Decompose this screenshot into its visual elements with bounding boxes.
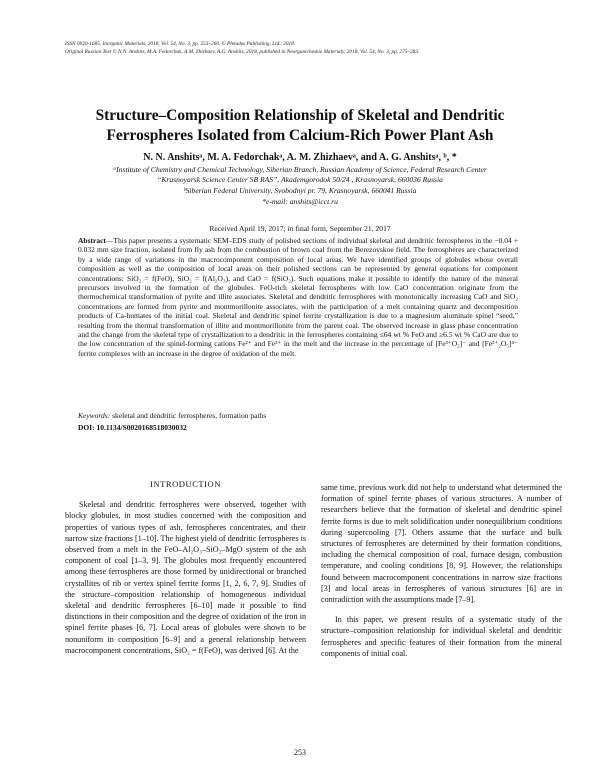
affiliation-a-line1: ᵃInstitute of Chemistry and Chemical Technology, Siberian Branch, Russian Academy of Science, Federal Research Center xyxy=(113,165,487,174)
page-number: 253 xyxy=(294,748,306,757)
section-heading-introduction: INTRODUCTION xyxy=(150,479,221,489)
received-dates: Received April 19, 2017; in final form, September 21, 2017 xyxy=(209,224,391,233)
title-line1: Structure–Composition Relationship of Skeletal and Dendritic xyxy=(95,107,505,124)
doi xyxy=(78,423,518,433)
affiliation-a-line2: “Krasnoyarsk Science Center SB RAS”, Akademgorodok 50/24 , Krasnoyarsk, 660036 Russia xyxy=(157,175,443,184)
corresponding-email: *e-mail: anshits@icct.ru xyxy=(262,197,338,206)
author-list: N. N. Anshitsᵃ, M. A. Fedorchakᵃ, A. M. Zhizhaevᵃ, and A. G. Anshitsᵃ, ᵇ, * xyxy=(143,152,457,163)
title-line2: Ferrospheres Isolated from Calcium-Rich Power Plant Ash xyxy=(106,127,494,144)
keywords xyxy=(78,411,518,421)
abstract-text: —This paper presents a systematic SEM–EDS study of polished sections of individual skeletal and dendritic ferrospheres in the −0.04 + 0.032 mm size fraction, isolated from fly ash from the combustion of brown coal from the Berezovskoe field. The ferrospheres are characterized by a wide range of variations in the macrocomponent composition of local areas. We have identified groups of globules whose overall composition as well as the composition of local areas on their polished sections can be represented by general equations for component concentrations: SiO₂ = f(FeO), SiO₂ = f(Al₂O₃), and CaO = f(SiO₂). Such equations make it possible to identify the nature of the mineral precursors involved in the formation of the globules. FeO-rich skeletal ferrospheres with low CaO concentration originate from the thermochemical transformation of pyrite and illite associates. Skeletal and dendritic ferrospheres with monotonically increasing CaO and SiO₂ concentrations are formed from pyrite and montmorillonite associates, with the participation of a melt containing quartz and decomposition products of Ca-humates of the initial coal. Skeletal and dendritic spinel ferrite crystallization is due to a magnesium aluminate spinel “seed,” resulting from the thermal transformation of illite and montmorillonite from the parent coal. The observed increase in glass phase concentration and the change from the skeletal type of crystallization to a dendritic in the ferrospheres containing ≤64 wt % FeO and ≥6.5 wt % CaO are due to the low concentration of the spinel-forming cations Fe²⁺ and Fe³⁺ in the melt and the increase in the percentage of [Fe³⁺O₂]⁻ and [Fe³⁺₂O₅]⁴⁻ ferrite complexes with an increase in the degree of oxidation of the melt. xyxy=(78,236,518,358)
keywords-label: Keywords: xyxy=(78,411,111,420)
intro-paragraph-2: In this paper, we present results of a systematic study of the structure–composition relationship for individual skeletal and dendritic ferrospheres and specific features of their formation from the mineral components of initial coal. xyxy=(321,615,562,658)
intro-paragraph-1-continued: same time, previous work did not help to understand what determined the formation of spinel ferrite phases of various structures. A number of researchers believe that the formation of skeletal and dendritic spinel ferrite forms is due to melt solidification under nonequilibrium conditions during supercooling [7]. Others assume that the surface and bulk structures of ferrospheres are determined by their formation conditions, including the chemical composition of coal, furnace design, combustion temperature, and cooling conditions [8, 9]. However, the relationships found between macrocomponent concentrations in narrow size fractions [3] and local areas in ferrospheres of various structures [6] are in contradiction with the assumptions made [7–9]. xyxy=(321,483,562,605)
abstract-label: Abstract xyxy=(78,236,106,245)
journal-header-line2: Original Russian Text © N.N. Anshits, M.A. Fedorchak, A.M. Zhizhaev, A.G. Anshits, 2018, published in Neorganicheskie Materialy, 2018, Vol. 54, No. 3, pp. 275–283. xyxy=(65,49,420,55)
affiliation-b: ᵇSiberian Federal University, Svobodnyi pr. 79, Krasnoyarsk, 660041 Russia xyxy=(183,186,417,195)
doi-text: 10.1134/S0020168518030032 xyxy=(94,423,187,432)
intro-paragraph-1: Skeletal and dendritic ferrospheres were observed, together with blocky globules, in most studies concerned with the composition and properties of various types of ash, ferrospheres concentrates, and their narrow size fractions [1–10]. The highest yield of dendritic ferrospheres is observed from a melt in the FeO–Al₂O₃–SiO₂–MgO system of the ash component of coal [1–3, 9]. The globules most frequently encountered among these ferrospheres are those formed by unidirectional or branched crystallites of rib or vertex spinel ferrite forms [1, 2, 6, 7, 9]. Studies of the structure–composition relationship of homogeneous individual skeletal and dendritic ferrospheres [6–10] made it possible to find distinctions in their composition and the degree of oxidation of the iron in spinel ferrite phases [6, 7]. Local areas of globules were shown to be nonuniform in composition [6–9] and a general relationship between macrocomponent concentrations, SiO₂ = f(FeO), was derived [6]. At the xyxy=(65,500,306,655)
abstract xyxy=(78,236,518,358)
journal-header-line1: ISSN 0020-1685, Inorganic Materials, 2018, Vol. 54, No. 3, pp. 253–260. © Pleiades Publishing, Ltd., 2018. xyxy=(65,41,296,47)
right-column xyxy=(321,482,562,659)
paper-title xyxy=(40,106,560,146)
keywords-text: skeletal and dendritic ferrospheres, formation paths xyxy=(110,411,267,420)
left-column xyxy=(65,479,306,656)
doi-label: DOI: xyxy=(78,423,95,432)
